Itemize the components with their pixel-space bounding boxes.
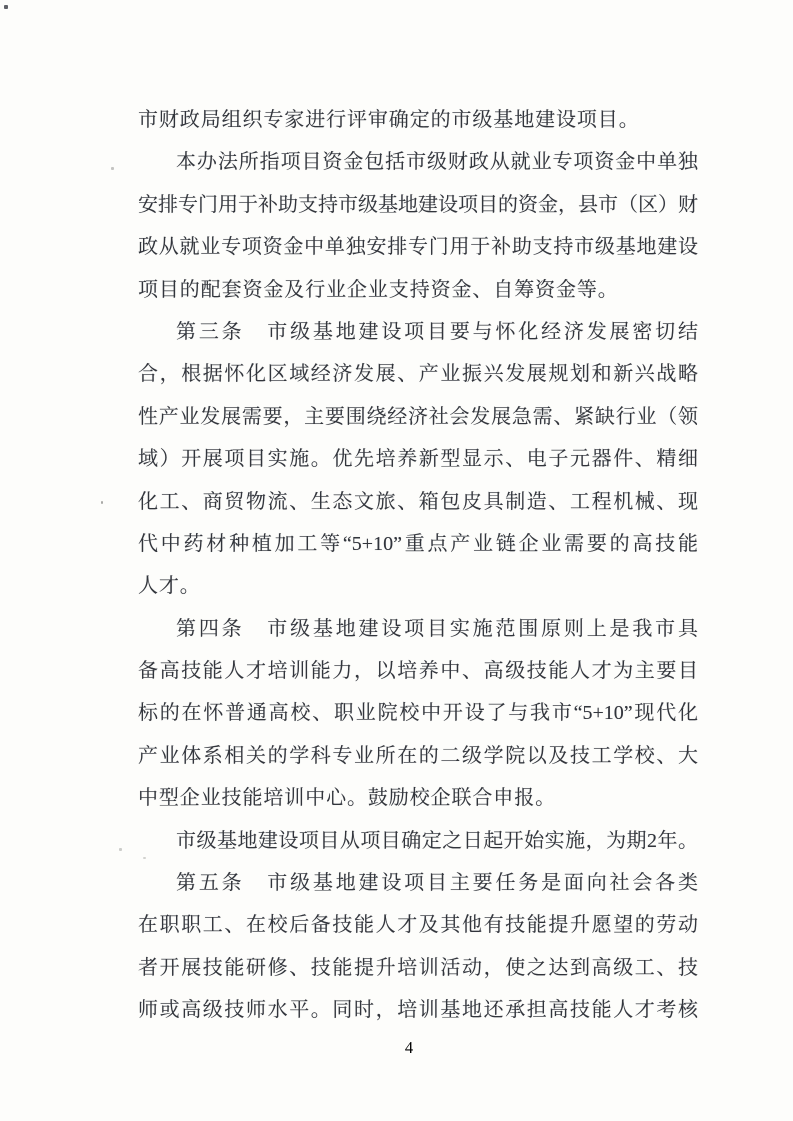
document-body xyxy=(138,99,698,1032)
text-line: 第四条 市级基地建设项目实施范围原则上是我市具 xyxy=(176,617,698,640)
text-line: 第三条 市级基地建设项目要与怀化经济发展密切结 xyxy=(176,320,698,343)
text-line: 政从就业专项资金中单独安排专门用于补助支持市级基地建设 xyxy=(138,236,698,259)
text-line: 安排专门用于补助支持市级基地建设项目的资金，县市（区）财 xyxy=(138,193,698,216)
text-line: 市级基地建设项目从项目确定之日起开始实施，为期2年。 xyxy=(176,829,698,852)
text-line: 第五条 市级基地建设项目主要任务是面向社会各类 xyxy=(176,872,698,895)
text-line: 产业体系相关的学科专业所在的二级学院以及技工学校、大 xyxy=(138,744,698,767)
text-line: 市财政局组织专家进行评审确定的市级基地建设项目。 xyxy=(138,109,640,131)
text-line: 性产业发展需要，主要围绕经济社会发展急需、紧缺行业（领 xyxy=(138,405,698,428)
text-line: 域）开展项目实施。优先培养新型显示、电子元器件、精细 xyxy=(138,448,698,471)
scan-artifact xyxy=(4,5,8,9)
page-number: 4 xyxy=(404,1038,414,1057)
text-line: 人才。 xyxy=(138,575,201,598)
text-line: 中型企业技能培训中心。鼓励校企联合申报。 xyxy=(138,787,556,810)
text-line: 合，根据怀化区域经济发展、产业振兴发展规划和新兴战略 xyxy=(138,363,698,386)
text-line: 代中药材种植加工等“5+10”重点产业链企业需要的高技能 xyxy=(138,532,698,555)
text-line: 备高技能人才培训能力，以培养中、高级技能人才为主要目 xyxy=(138,660,698,683)
text-line: 项目的配套资金及行业企业支持资金、自筹资金等。 xyxy=(138,278,619,301)
scan-artifact xyxy=(119,848,122,851)
text-line: 者开展技能研修、技能提升培训活动，使之达到高级工、技 xyxy=(138,956,698,979)
text-line: 化工、商贸物流、生态文旅、箱包皮具制造、工程机械、现 xyxy=(138,490,698,513)
text-line: 本办法所指项目资金包括市级财政从就业专项资金中单独 xyxy=(176,151,698,174)
text-line: 在职职工、在校后备技能人才及其他有技能提升愿望的劳动 xyxy=(138,914,698,937)
text-line: 师或高级技师水平。同时，培训基地还承担高技能人才考核 xyxy=(138,999,698,1022)
scan-artifact xyxy=(101,501,103,504)
scan-artifact xyxy=(111,167,114,170)
text-line: 标的在怀普通高校、职业院校中开设了与我市“5+10”现代化 xyxy=(138,702,698,725)
